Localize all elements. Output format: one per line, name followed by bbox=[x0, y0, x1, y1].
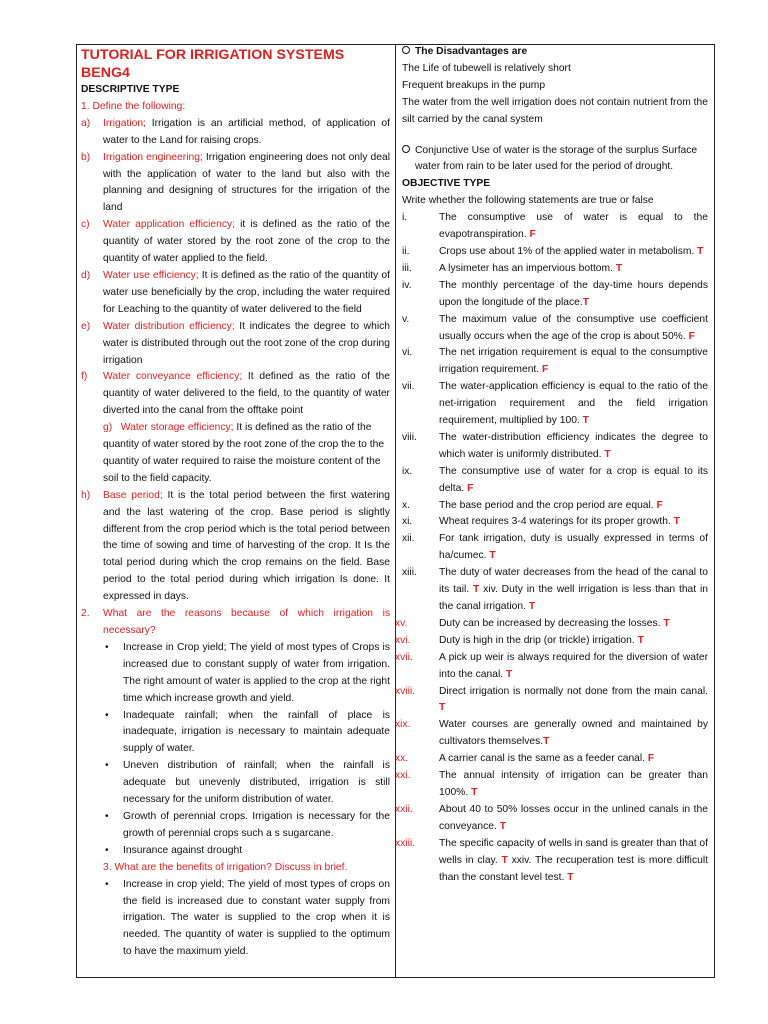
def-text: It indicates the degree to which water is distributed through out the root zone of the crop during irrigation bbox=[103, 320, 390, 366]
statement-item bbox=[402, 312, 708, 346]
statement-text: A lysimeter has an impervious bottom. bbox=[439, 262, 616, 274]
statement-text: xxiv. The recuperation test is more difficult than the constant level test. bbox=[439, 854, 708, 883]
statement-number: xvi. bbox=[395, 634, 411, 646]
def-text: Irrigation engineering does not only deal with the application of water to the land but also with the planning and designing of structures for the irrigation of the land bbox=[103, 151, 390, 214]
statement-body bbox=[439, 244, 708, 261]
answer-mark: F bbox=[688, 330, 695, 342]
statement-body bbox=[439, 633, 708, 650]
def-text: it is defined as the ratio of the quantity of water stored by the root zone of the crop to the quantity of water applied to the field. bbox=[103, 219, 390, 265]
bullet-item bbox=[81, 640, 390, 708]
definition-item bbox=[81, 217, 390, 268]
statement-number: iv. bbox=[402, 279, 412, 291]
statement-item bbox=[395, 650, 708, 684]
statement-body bbox=[439, 650, 708, 684]
conjunctive-use-note bbox=[402, 143, 708, 160]
def-text: It is the total period between the first watering and the last watering of the crop. Base period is slightly different from the crop period which is the total period between the time of sowing and time of harvesting of the crop. It Is the total period during which the crop remains on the field. Base period to the total period during which irrigation Is done. It expressed in days. bbox=[103, 489, 390, 603]
statement-text: The consumptive use of water is equal to the evapotranspiration. bbox=[439, 212, 708, 241]
statement-item bbox=[402, 498, 708, 515]
definition-g bbox=[81, 420, 390, 488]
statement-number: xvii. bbox=[395, 651, 413, 663]
statement-item bbox=[402, 244, 708, 261]
statement-item bbox=[402, 278, 708, 312]
answer-mark: T bbox=[501, 854, 508, 866]
answer-mark: T bbox=[567, 871, 574, 883]
statement-number: vii. bbox=[402, 381, 415, 393]
def-term: Water distribution efficiency; bbox=[103, 320, 235, 332]
statement-body bbox=[439, 751, 708, 768]
statement-item bbox=[402, 464, 708, 498]
answer-mark: T bbox=[697, 245, 704, 257]
statement-number: viii. bbox=[402, 431, 417, 443]
definition-item bbox=[81, 116, 390, 150]
statement-item bbox=[402, 210, 708, 244]
def-text: Irrigation is an artificial method, of application of water to the Land for raising crops. bbox=[103, 117, 390, 146]
def-text: It is defined as the ratio of the quantity of water stored by the root zone of the crop the to the quantity of water required to raise the moisture content of the soil to the field capacity. bbox=[103, 422, 385, 484]
statement-number: xx. bbox=[395, 753, 409, 765]
statement-item bbox=[395, 633, 708, 650]
statement-number: vi. bbox=[402, 347, 413, 359]
statement-body bbox=[439, 717, 708, 751]
statement-item bbox=[395, 836, 709, 887]
statements-list-2 bbox=[395, 616, 708, 836]
statement-item bbox=[395, 768, 708, 802]
bullet-item bbox=[81, 708, 390, 759]
statement-number: ix. bbox=[402, 465, 413, 477]
statement-text: The water-application efficiency is equal to the ratio of the net-irrigation requirement and the field irrigation requirement, multiplied by 100. bbox=[439, 381, 708, 427]
def-label: e) bbox=[81, 320, 91, 332]
bullet-text: Increase in Crop yield; The yield of most types of Crops is increased due to constant supply of water from irrigation. The right amount of water is applied to the crop at the right time which increase growth and yield. bbox=[123, 641, 390, 704]
statement-text: xiv. Duty in the well irrigation is less than that in the canal irrigation. bbox=[439, 584, 708, 612]
statement-item bbox=[395, 717, 708, 751]
statement-number: xi. bbox=[402, 516, 413, 528]
statement-text: About 40 to 50% losses occur in the unlined canals in the conveyance. bbox=[439, 803, 708, 832]
bullet-dot-icon: • bbox=[105, 709, 109, 721]
answer-mark: T bbox=[663, 617, 670, 629]
statement-number: xiii. bbox=[402, 567, 417, 579]
statement-body bbox=[439, 684, 708, 718]
section-heading: DESCRIPTIVE TYPE bbox=[81, 84, 180, 95]
def-term: Water use efficiency; bbox=[103, 269, 199, 281]
statement-text: The maximum value of the consumptive use coefficient usually occurs when the age of the crop is about 50%. bbox=[439, 313, 708, 342]
statements-list bbox=[402, 210, 708, 565]
note-line-1: Conjunctive Use of water is the storage of the surplus Surface bbox=[415, 144, 698, 156]
def-term: Water application efficiency; bbox=[103, 219, 236, 231]
statement-item bbox=[395, 616, 708, 633]
heading-text: The Disadvantages are bbox=[415, 46, 528, 57]
right-column bbox=[395, 44, 709, 886]
statement-text: Duty is high in the drip (or trickle) irrigation. bbox=[439, 634, 638, 646]
statement-body bbox=[439, 312, 708, 346]
answer-mark: T bbox=[582, 296, 589, 308]
bullet-dot-icon: • bbox=[105, 844, 109, 856]
statement-text: Water courses are generally owned and maintained by cultivators themselves. bbox=[439, 719, 708, 748]
statement-body bbox=[439, 802, 708, 836]
answer-mark: T bbox=[582, 415, 589, 427]
def-label: a) bbox=[81, 117, 91, 129]
left-column bbox=[81, 46, 390, 961]
statement-number: xxi. bbox=[395, 770, 411, 782]
statement-text: The annual intensity of irrigation can be greater than 100%. bbox=[439, 770, 708, 798]
statement-text: The monthly percentage of the day-time hours depends upon the longitude of the place. bbox=[439, 279, 708, 308]
def-label: c) bbox=[81, 219, 90, 231]
statement-number: iii. bbox=[402, 262, 412, 274]
bullet-text: Inadequate rainfall; when the rainfall of place is inadequate, irrigation is necessary to maintain adequate supply of water. bbox=[123, 709, 390, 755]
bullet-text: Insurance against drought bbox=[123, 844, 243, 856]
bullet-dot-icon: • bbox=[105, 760, 109, 772]
def-term: Water storage efficiency; bbox=[120, 422, 234, 434]
def-term: Irrigation; bbox=[103, 117, 146, 129]
statement-body bbox=[439, 531, 708, 565]
statement-number: xviii. bbox=[395, 685, 416, 697]
question-3: 3. What are the benefits of irrigation? Discuss in brief. bbox=[103, 861, 348, 873]
answer-mark: F bbox=[647, 753, 655, 765]
answer-mark: T bbox=[615, 262, 623, 274]
statement-text: A carrier canal is the same as a feeder canal. bbox=[439, 753, 648, 765]
statement-item bbox=[402, 430, 708, 464]
answer-mark: T bbox=[528, 601, 536, 612]
statement-number: xix. bbox=[395, 719, 411, 731]
circle-bullet-icon bbox=[402, 46, 410, 54]
def-body bbox=[103, 268, 390, 319]
statement-body bbox=[439, 379, 708, 430]
def-term: Base period; bbox=[103, 489, 163, 501]
statement-number: x. bbox=[402, 499, 411, 511]
def-label: d) bbox=[81, 269, 91, 281]
question-text: What are the reasons because of which irrigation is necessary? bbox=[103, 608, 390, 636]
definition-item bbox=[81, 319, 390, 370]
bullet-dot-icon: • bbox=[105, 641, 109, 653]
statement-body bbox=[439, 514, 708, 531]
bullet-item bbox=[81, 843, 390, 860]
bullet-dot-icon: • bbox=[105, 810, 109, 822]
note-line-2: water from rain to be later used for the period of drought. bbox=[415, 161, 674, 173]
definition-item bbox=[81, 150, 390, 218]
def-term: Irrigation engineering; bbox=[103, 151, 203, 163]
answer-mark: T bbox=[604, 448, 611, 460]
def-text: It is defined as the ratio of the quantity of water use beneficially by the crop, including the water required for Leaching to the quantity of water delivered to the field bbox=[103, 269, 391, 315]
answer-mark: T bbox=[673, 516, 680, 528]
answer-mark: T bbox=[439, 702, 446, 714]
statement-item bbox=[395, 684, 708, 718]
statement-item bbox=[395, 751, 708, 768]
bullet-text: Growth of perennial crops. Irrigation is necessary for the growth of perennial crops such a s sugarcane. bbox=[123, 810, 390, 839]
statement-body bbox=[439, 210, 708, 244]
answer-mark: T bbox=[489, 550, 496, 562]
statement-item bbox=[402, 345, 708, 379]
def-body bbox=[103, 217, 390, 268]
statement-body bbox=[439, 464, 708, 498]
statement-item bbox=[395, 802, 708, 836]
statement-text: The specific capacity of wells in sand is greater than that of wells in clay. bbox=[439, 837, 709, 866]
statement-body bbox=[439, 498, 708, 515]
statement-number: ii. bbox=[402, 245, 410, 257]
statement-body bbox=[439, 345, 708, 379]
page-title: TUTORIAL FOR IRRIGATION SYSTEMS BENG4 bbox=[81, 47, 345, 81]
statement-text: The water-distribution efficiency indicates the degree to which water is uniformly distributed. bbox=[439, 431, 708, 460]
statement-body bbox=[439, 430, 708, 464]
def-label: h) bbox=[81, 489, 91, 501]
answer-mark: T bbox=[499, 820, 506, 832]
definition-item bbox=[81, 268, 390, 319]
bullet-text: Uneven distribution of rainfall; when the rainfall is adequate but unevenly distributed, irrigation is still necessary for the uniform distribution of water. bbox=[123, 760, 390, 806]
statement-text: For tank irrigation, duty is usually expressed in terms of ha/cumec. bbox=[439, 533, 708, 562]
question-1: 1. Define the following: bbox=[81, 100, 186, 112]
answer-mark: T bbox=[505, 668, 513, 680]
bullet-dot-icon: • bbox=[105, 878, 109, 890]
answer-mark: T bbox=[543, 736, 550, 748]
statement-body bbox=[439, 616, 708, 633]
statement-text: Duty can be increased by decreasing the losses. bbox=[439, 617, 664, 629]
def-label: b) bbox=[81, 151, 91, 163]
def-text: It defined as the ratio of the quantity of water delivered to the field, to the quantity of water diverted into the canal from the offtake point bbox=[103, 371, 391, 417]
statement-item bbox=[402, 514, 708, 531]
statement-text: A pick up weir is always required for the diversion of water into the canal. bbox=[439, 651, 708, 680]
statement-number: i. bbox=[402, 212, 408, 224]
statement-text: Crops use about 1% of the applied water in metabolism. bbox=[439, 245, 698, 257]
definition-h bbox=[81, 488, 390, 606]
question-number: 2. bbox=[81, 608, 90, 620]
statement-number: xxii. bbox=[395, 803, 413, 815]
statement-item bbox=[402, 531, 708, 565]
answer-mark: F bbox=[529, 229, 536, 241]
statement-number: v. bbox=[402, 313, 410, 325]
def-body bbox=[103, 116, 390, 150]
statement-number: xv. bbox=[395, 617, 408, 629]
statement-item bbox=[402, 565, 708, 616]
bullet-item bbox=[81, 758, 390, 809]
statement-number: xxiii. bbox=[395, 837, 416, 849]
bullet-item bbox=[81, 809, 390, 843]
answer-mark: T bbox=[637, 634, 644, 646]
disadvantages-heading bbox=[402, 44, 708, 61]
bullet-text: Increase in crop yield; The yield of most types of crops on the field is increased due to constant water supply from irrigation. The water is supplied to the crop when it is needed. The quantity of water is supplied to the optimum to have the maximum yield. bbox=[123, 878, 390, 958]
disadvantage-item: Frequent breakups in the pump bbox=[402, 79, 546, 91]
disadvantages-list bbox=[402, 61, 708, 129]
answer-mark: T bbox=[471, 786, 478, 798]
def-term: Water conveyance efficiency; bbox=[103, 371, 243, 383]
statement-body bbox=[439, 278, 708, 312]
reasons-list bbox=[81, 640, 390, 860]
answer-mark: F bbox=[542, 364, 549, 376]
statement-text: The duty of water decreases from the head of the canal to its tail. bbox=[439, 567, 708, 596]
statement-item bbox=[402, 261, 708, 278]
benefits-list bbox=[81, 877, 390, 962]
definitions-list bbox=[81, 116, 390, 420]
def-label: f) bbox=[81, 371, 88, 383]
question-2 bbox=[81, 606, 390, 640]
statement-item bbox=[402, 379, 708, 430]
bullet-item bbox=[81, 877, 390, 962]
answer-mark: T bbox=[473, 584, 480, 596]
def-body bbox=[103, 150, 390, 218]
statement-body bbox=[439, 768, 708, 802]
answer-mark: F bbox=[656, 499, 663, 511]
statement-text: The net irrigation requirement is equal to the consumptive irrigation requirement. bbox=[439, 347, 708, 376]
statement-number: xii. bbox=[402, 533, 415, 545]
def-body bbox=[103, 369, 390, 420]
statement-text: The consumptive use of water for a crop is equal to its delta. bbox=[439, 465, 708, 494]
instruction: Write whether the following statements are true or false bbox=[402, 195, 654, 207]
definition-item bbox=[81, 369, 390, 420]
objective-heading: OBJECTIVE TYPE bbox=[402, 178, 491, 190]
statement-text: The base period and the crop period are equal. bbox=[439, 499, 657, 511]
circle-bullet-icon bbox=[402, 145, 410, 153]
def-body bbox=[103, 319, 390, 370]
disadvantage-item: The water from the well irrigation does not contain nutrient from the silt carried by the canal system bbox=[402, 96, 708, 125]
statement-text: Direct irrigation is normally not done from the main canal. bbox=[439, 685, 708, 697]
statement-body bbox=[439, 261, 708, 278]
answer-mark: F bbox=[467, 482, 474, 494]
def-label: g) bbox=[103, 422, 113, 434]
statement-text: Wheat requires 3-4 waterings for its proper growth. bbox=[439, 516, 674, 528]
disadvantage-item: The Life of tubewell is relatively short bbox=[402, 62, 571, 74]
